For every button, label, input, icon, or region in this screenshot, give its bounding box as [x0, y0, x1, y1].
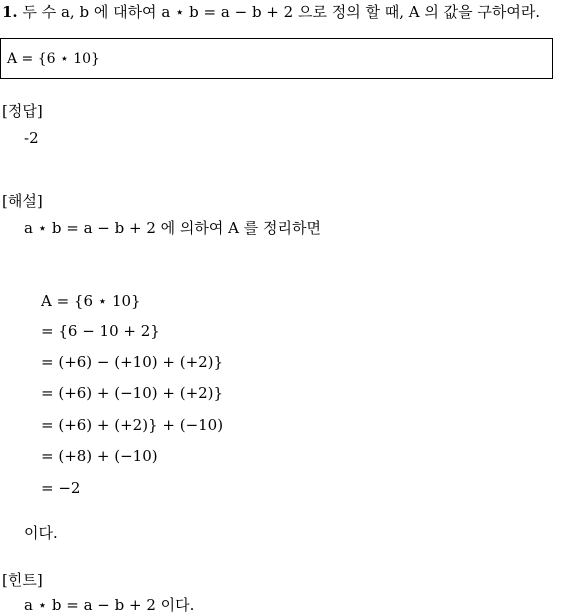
- boxed-expression: A = {6 ⋆ 10}: [7, 51, 100, 67]
- question-line: [2, 3, 540, 21]
- explanation-intro: a ⋆ b = a − b + 2 에 의하여 A 를 정리하면: [24, 219, 321, 237]
- answer-label: [정답]: [2, 102, 43, 120]
- expression-box: [0, 38, 553, 79]
- explanation-step: = (+8) + (−10): [41, 447, 158, 465]
- explanation-step: = (+6) + (−10) + (+2)}: [41, 384, 224, 402]
- explanation-step: = (+6) + (+2)} + (−10): [41, 416, 224, 434]
- question-text: 두 수 a, b 에 대하여 a ⋆ b = a − b + 2 으로 정의 할 때, A 의 값을 구하여라.: [22, 3, 541, 21]
- explanation-step: A = {6 ⋆ 10}: [41, 292, 141, 310]
- explanation-conclusion: 이다.: [24, 524, 58, 542]
- hint-text: a ⋆ b = a − b + 2 이다.: [24, 596, 195, 614]
- explanation-step: = (+6) − (+10) + (+2)}: [41, 353, 224, 371]
- hint-label: [힌트]: [2, 571, 43, 589]
- explanation-step: = −2: [41, 479, 81, 497]
- explanation-label: [해설]: [2, 192, 43, 210]
- explanation-step: = {6 − 10 + 2}: [41, 322, 160, 340]
- question-number: 1.: [2, 3, 18, 21]
- answer-value: -2: [24, 129, 39, 147]
